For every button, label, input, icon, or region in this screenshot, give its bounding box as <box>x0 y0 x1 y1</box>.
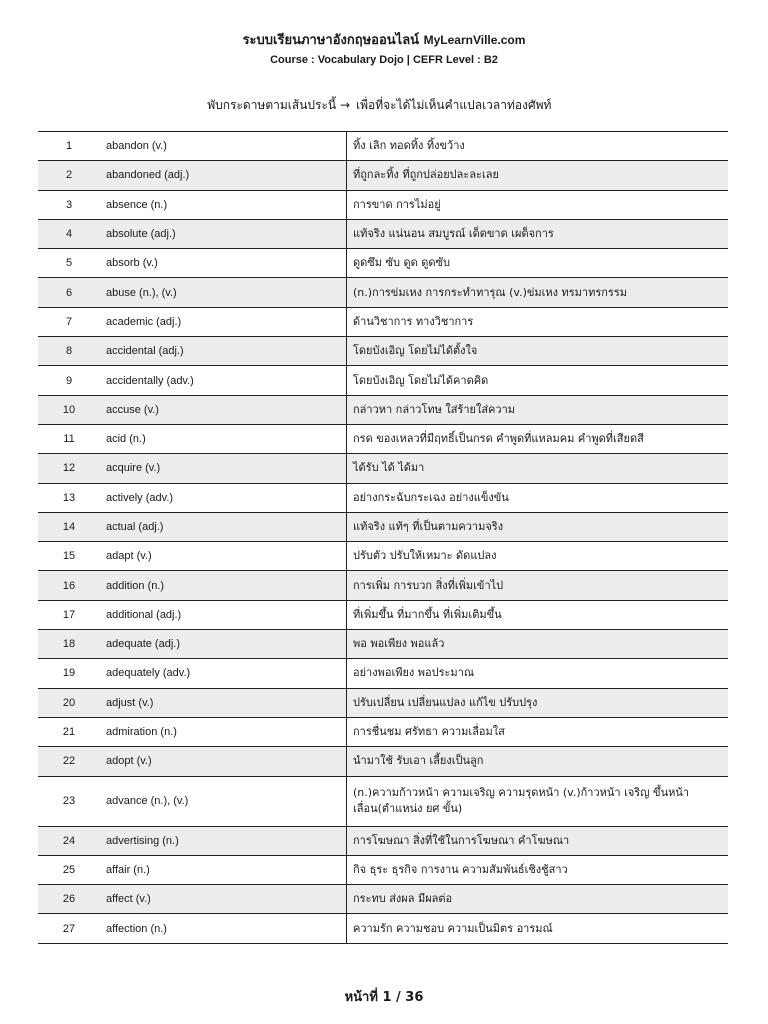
thai-meaning: ที่ถูกละทิ้ง ที่ถูกปล่อยปละละเลย <box>353 168 499 182</box>
vocab-word: adjust (v.) <box>100 689 347 717</box>
vocab-word: accuse (v.) <box>100 396 347 424</box>
vocab-word: acquire (v.) <box>100 454 347 482</box>
fold-instruction-right: เพื่อที่จะได้ไม่เห็นคำแปลเวลาท่องศัพท์ <box>356 98 552 112</box>
vocab-word: adapt (v.) <box>100 542 347 570</box>
thai-meaning: โดยบังเอิญ โดยไม่ได้ตั้งใจ <box>353 344 478 358</box>
vocab-word: adequately (adv.) <box>100 659 347 687</box>
row-number: 5 <box>65 257 73 270</box>
table-row <box>38 689 728 718</box>
table-row <box>38 718 728 747</box>
thai-meaning: ได้รับ ได้ ได้มา <box>353 461 425 475</box>
row-number: 12 <box>62 462 76 475</box>
table-row <box>38 856 728 885</box>
table-row <box>38 425 728 454</box>
thai-meaning: กรด ของเหลวที่มีฤทธิ์เป็นกรด คำพูดที่แหลมคม คำพูดที่เสียดสี <box>353 432 644 446</box>
table-row <box>38 885 728 914</box>
row-number: 26 <box>62 893 76 906</box>
vocab-word: actual (adj.) <box>100 513 347 541</box>
vocab-word: accidental (adj.) <box>100 337 347 365</box>
vocab-word: abandoned (adj.) <box>100 161 347 189</box>
table-row <box>38 220 728 249</box>
table-row <box>38 827 728 856</box>
row-number: 21 <box>62 726 76 739</box>
table-row <box>38 542 728 571</box>
table-row <box>38 777 728 827</box>
table-row <box>38 454 728 483</box>
vocab-word: addition (n.) <box>100 571 347 599</box>
row-number: 2 <box>65 169 73 182</box>
vocab-word: additional (adj.) <box>100 601 347 629</box>
table-row <box>38 191 728 220</box>
row-number: 24 <box>62 834 76 847</box>
table-row <box>38 278 728 307</box>
thai-meaning: (n.)ความก้าวหน้า ความเจริญ ความรุดหน้า (v.)ก้าวหน้า เจริญ ขึ้นหน้า เลื่อน(ตำแหน่ง ยศ ขั้น) <box>353 786 690 816</box>
table-row <box>38 571 728 600</box>
vocab-word: affection (n.) <box>100 914 347 942</box>
thai-meaning: กระทบ ส่งผล มีผลต่อ <box>353 892 453 906</box>
thai-meaning: การโฆษณา สิ่งที่ใช้ในการโฆษณา คำโฆษณา <box>353 833 570 847</box>
table-row <box>38 337 728 366</box>
table-row <box>38 484 728 513</box>
thai-meaning: ความรัก ความชอบ ความเป็นมิตร อารมณ์ <box>353 921 553 935</box>
vocab-word: absorb (v.) <box>100 249 347 277</box>
fold-instruction-left: พับกระดาษตามเส้นประนี้ → <box>207 98 350 112</box>
row-number: 4 <box>65 228 73 241</box>
table-row <box>38 161 728 190</box>
row-number: 7 <box>65 315 73 328</box>
row-number: 3 <box>65 198 73 211</box>
vocab-word: advance (n.), (v.) <box>100 777 347 826</box>
thai-meaning: กิจ ธุระ ธุรกิจ การงาน ความสัมพันธ์เชิงชู้สาว <box>353 862 568 876</box>
thai-meaning: แท้จริง แน่นอน สมบูรณ์ เด็ดขาด เผด็จการ <box>353 227 554 241</box>
table-row <box>38 659 728 688</box>
row-number: 13 <box>62 491 76 504</box>
thai-meaning: การขาด การไม่อยู่ <box>353 197 441 211</box>
page-number: หน้าที่ 1 / 36 <box>344 990 424 1005</box>
thai-meaning: อย่างพอเพียง พอประมาณ <box>353 666 475 680</box>
vocab-word: acid (n.) <box>100 425 347 453</box>
row-number: 9 <box>65 374 73 387</box>
page-header <box>0 30 768 66</box>
table-row <box>38 513 728 542</box>
table-row <box>38 308 728 337</box>
row-number: 17 <box>62 608 76 621</box>
thai-meaning: พอ พอเพียง พอแล้ว <box>353 637 445 651</box>
course-subtitle: Course : Vocabulary Dojo | CEFR Level : B2 <box>270 54 498 66</box>
table-row <box>38 747 728 776</box>
vocab-word: absolute (adj.) <box>100 220 347 248</box>
vocab-word: actively (adv.) <box>100 484 347 512</box>
thai-meaning: การเพิ่ม การบวก สิ่งที่เพิ่มเข้าไป <box>353 578 504 592</box>
thai-meaning: ปรับเปลี่ยน เปลี่ยนแปลง แก้ไข ปรับปรุง <box>353 695 538 709</box>
row-number: 23 <box>62 795 76 808</box>
table-row <box>38 601 728 630</box>
vocab-word: adopt (v.) <box>100 747 347 775</box>
vocab-word: accidentally (adv.) <box>100 366 347 394</box>
thai-meaning: โดยบังเอิญ โดยไม่ได้คาดคิด <box>353 373 489 387</box>
vocab-word: abandon (v.) <box>100 132 347 160</box>
row-number: 25 <box>62 863 76 876</box>
table-row <box>38 249 728 278</box>
thai-meaning: (n.)การข่มเหง การกระทำทารุณ (v.)ข่มเหง ทรมาทรกรรม <box>353 285 627 299</box>
vocab-word: advertising (n.) <box>100 827 347 855</box>
row-number: 6 <box>65 286 73 299</box>
row-number: 19 <box>62 667 76 680</box>
row-number: 18 <box>62 638 76 651</box>
table-row <box>38 366 728 395</box>
table-row <box>38 396 728 425</box>
thai-meaning: นำมาใช้ รับเอา เลี้ยงเป็นลูก <box>353 754 484 768</box>
fold-instruction <box>0 96 768 116</box>
title-text: ระบบเรียนภาษาอังกฤษออนไลน์ <box>242 33 420 48</box>
table-row <box>38 914 728 943</box>
row-number: 27 <box>62 922 76 935</box>
site-name: MyLearnVille.com <box>423 33 526 47</box>
row-number: 22 <box>62 755 76 768</box>
table-row <box>38 132 728 161</box>
row-number: 14 <box>62 521 76 533</box>
thai-meaning: ทิ้ง เลิก ทอดทิ้ง ทิ้งขว้าง <box>353 139 465 153</box>
vocab-word: abuse (n.), (v.) <box>100 278 347 306</box>
thai-meaning: กล่าวหา กล่าวโทษ ใส่ร้ายใส่ความ <box>353 402 516 416</box>
vocabulary-table <box>38 131 728 944</box>
row-number: 10 <box>62 403 76 416</box>
vocab-word: affair (n.) <box>100 856 347 884</box>
vocab-word: admiration (n.) <box>100 718 347 746</box>
thai-meaning: อย่างกระฉับกระเฉง อย่างแข็งขัน <box>353 490 509 504</box>
thai-meaning: ดูดซึม ซับ ดูด ดูดซับ <box>353 256 450 270</box>
thai-meaning: การชื่นชม ศรัทธา ความเลื่อมใส <box>353 725 505 739</box>
row-number: 20 <box>62 696 76 709</box>
vocab-word: academic (adj.) <box>100 308 347 336</box>
page-title <box>0 30 768 51</box>
row-number: 1 <box>65 140 73 153</box>
row-number: 15 <box>62 550 76 563</box>
vocab-word: absence (n.) <box>100 191 347 219</box>
row-number: 11 <box>63 433 75 446</box>
thai-meaning: ที่เพิ่มขึ้น ที่มากขึ้น ที่เพิ่มเติมขึ้น <box>353 607 502 621</box>
vocab-word: adequate (adj.) <box>100 630 347 658</box>
thai-meaning: ด้านวิชาการ ทางวิชาการ <box>353 314 474 328</box>
row-number: 16 <box>62 579 76 592</box>
table-row <box>38 630 728 659</box>
vocab-word: affect (v.) <box>100 885 347 913</box>
row-number: 8 <box>65 345 73 358</box>
thai-meaning: แท้จริง แท้ๆ ที่เป็นตามความจริง <box>353 520 504 533</box>
thai-meaning: ปรับตัว ปรับให้เหมาะ ดัดแปลง <box>353 549 497 563</box>
